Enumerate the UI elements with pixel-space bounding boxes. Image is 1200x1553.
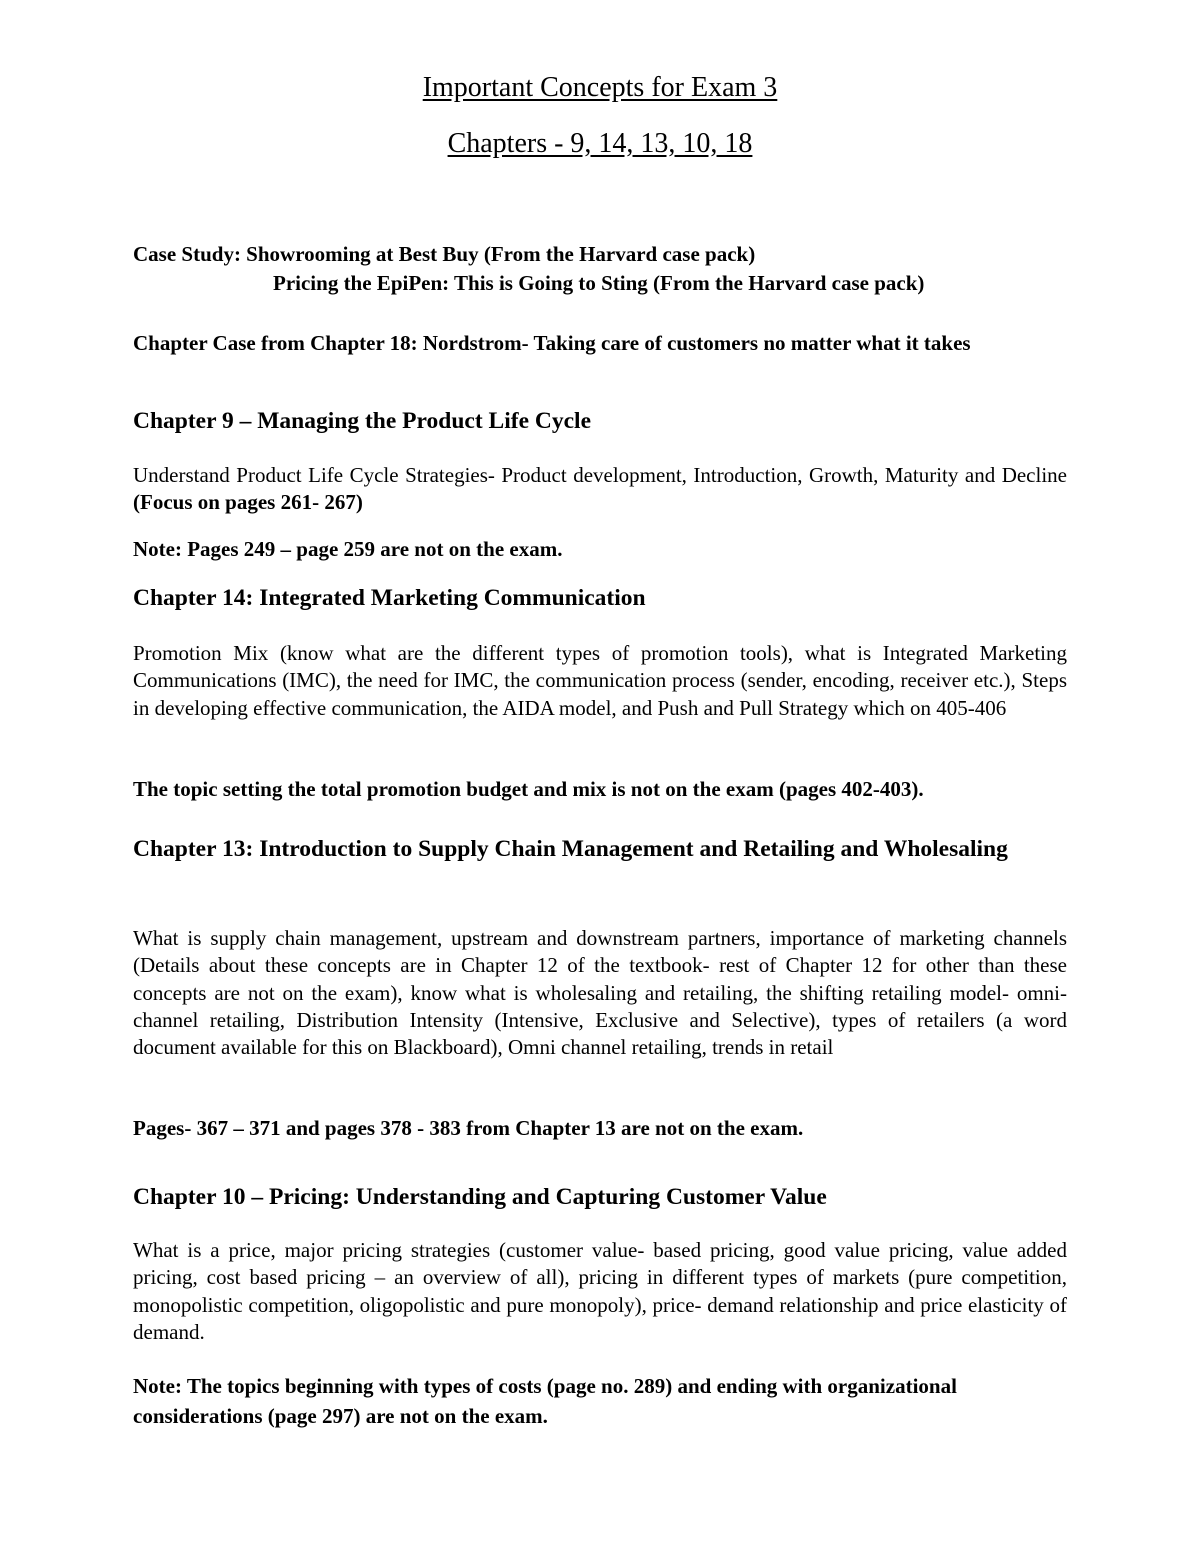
chapter-13-note: Pages- 367 – 371 and pages 378 - 383 from Chapter 13 are not on the exam.: [133, 1116, 804, 1140]
chapter-14-note: The topic setting the total promotion budget and mix is not on the exam (pages 402-403).: [133, 777, 924, 801]
case-study-line-1: Case Study: Showrooming at Best Buy (From the Harvard case pack): [133, 242, 756, 266]
chapter-10-heading: Chapter 10 – Pricing: Understanding and Capturing Customer Value: [133, 1184, 827, 1210]
chapter-9-focus-pages: (Focus on pages 261- 267): [133, 490, 363, 515]
chapter-9-heading: Chapter 9 – Managing the Product Life Cycle: [133, 408, 591, 434]
chapter-9-note: Note: Pages 249 – page 259 are not on the exam.: [133, 537, 563, 561]
chapter-9-body-text: Understand Product Life Cycle Strategies- Product development, Introduction, Growth, Maturity and Decline: [133, 463, 1067, 487]
chapter-13-body: What is supply chain management, upstream and downstream partners, importance of marketing channels (Details about these concepts are in Chapter 12 of the textbook- rest of Chapter 12 for other than these concepts are not on the exam), know what is wholesaling and retailing, the shifting retailing model- omni-channel retailing, Distribution Intensity (Intensive, Exclusive and Selective), types of retailers (a word document available for this on Blackboard), Omni channel retailing, trends in retail: [133, 926, 1067, 1060]
chapter-13-heading: Chapter 13: Introduction to Supply Chain Management and Retailing and Wholesaling: [133, 836, 1008, 862]
page-subtitle: Chapters - 9, 14, 13, 10, 18: [447, 128, 753, 159]
chapter-14-heading: Chapter 14: Integrated Marketing Communication: [133, 585, 646, 611]
chapter-case: Chapter Case from Chapter 18: Nordstrom- Taking care of customers no matter what it takes: [133, 331, 971, 355]
chapter-10-body: What is a price, major pricing strategies (customer value- based pricing, good value pricing, value added pricing, cost based pricing – an overview of all), pricing in different types of markets (pure competition, monopolistic competition, oligopolistic and pure monopoly), price- demand relationship and price elasticity of demand.: [133, 1238, 1067, 1344]
page-title: Important Concepts for Exam 3: [422, 72, 778, 103]
case-study-line-2: Pricing the EpiPen: This is Going to Sting (From the Harvard case pack): [273, 271, 925, 295]
chapter-10-note: Note: The topics beginning with types of costs (page no. 289) and ending with organizational considerations (page 297) are not on the exam.: [133, 1374, 957, 1428]
chapter-9-body: [133, 462, 1067, 517]
chapter-14-body: Promotion Mix (know what are the different types of promotion tools), what is Integrated Marketing Communications (IMC), the need for IMC, the communication process (sender, encoding, receiver etc.), Steps in developing effective communication, the AIDA model, and Push and Pull Strategy which on 405-406: [133, 641, 1067, 720]
